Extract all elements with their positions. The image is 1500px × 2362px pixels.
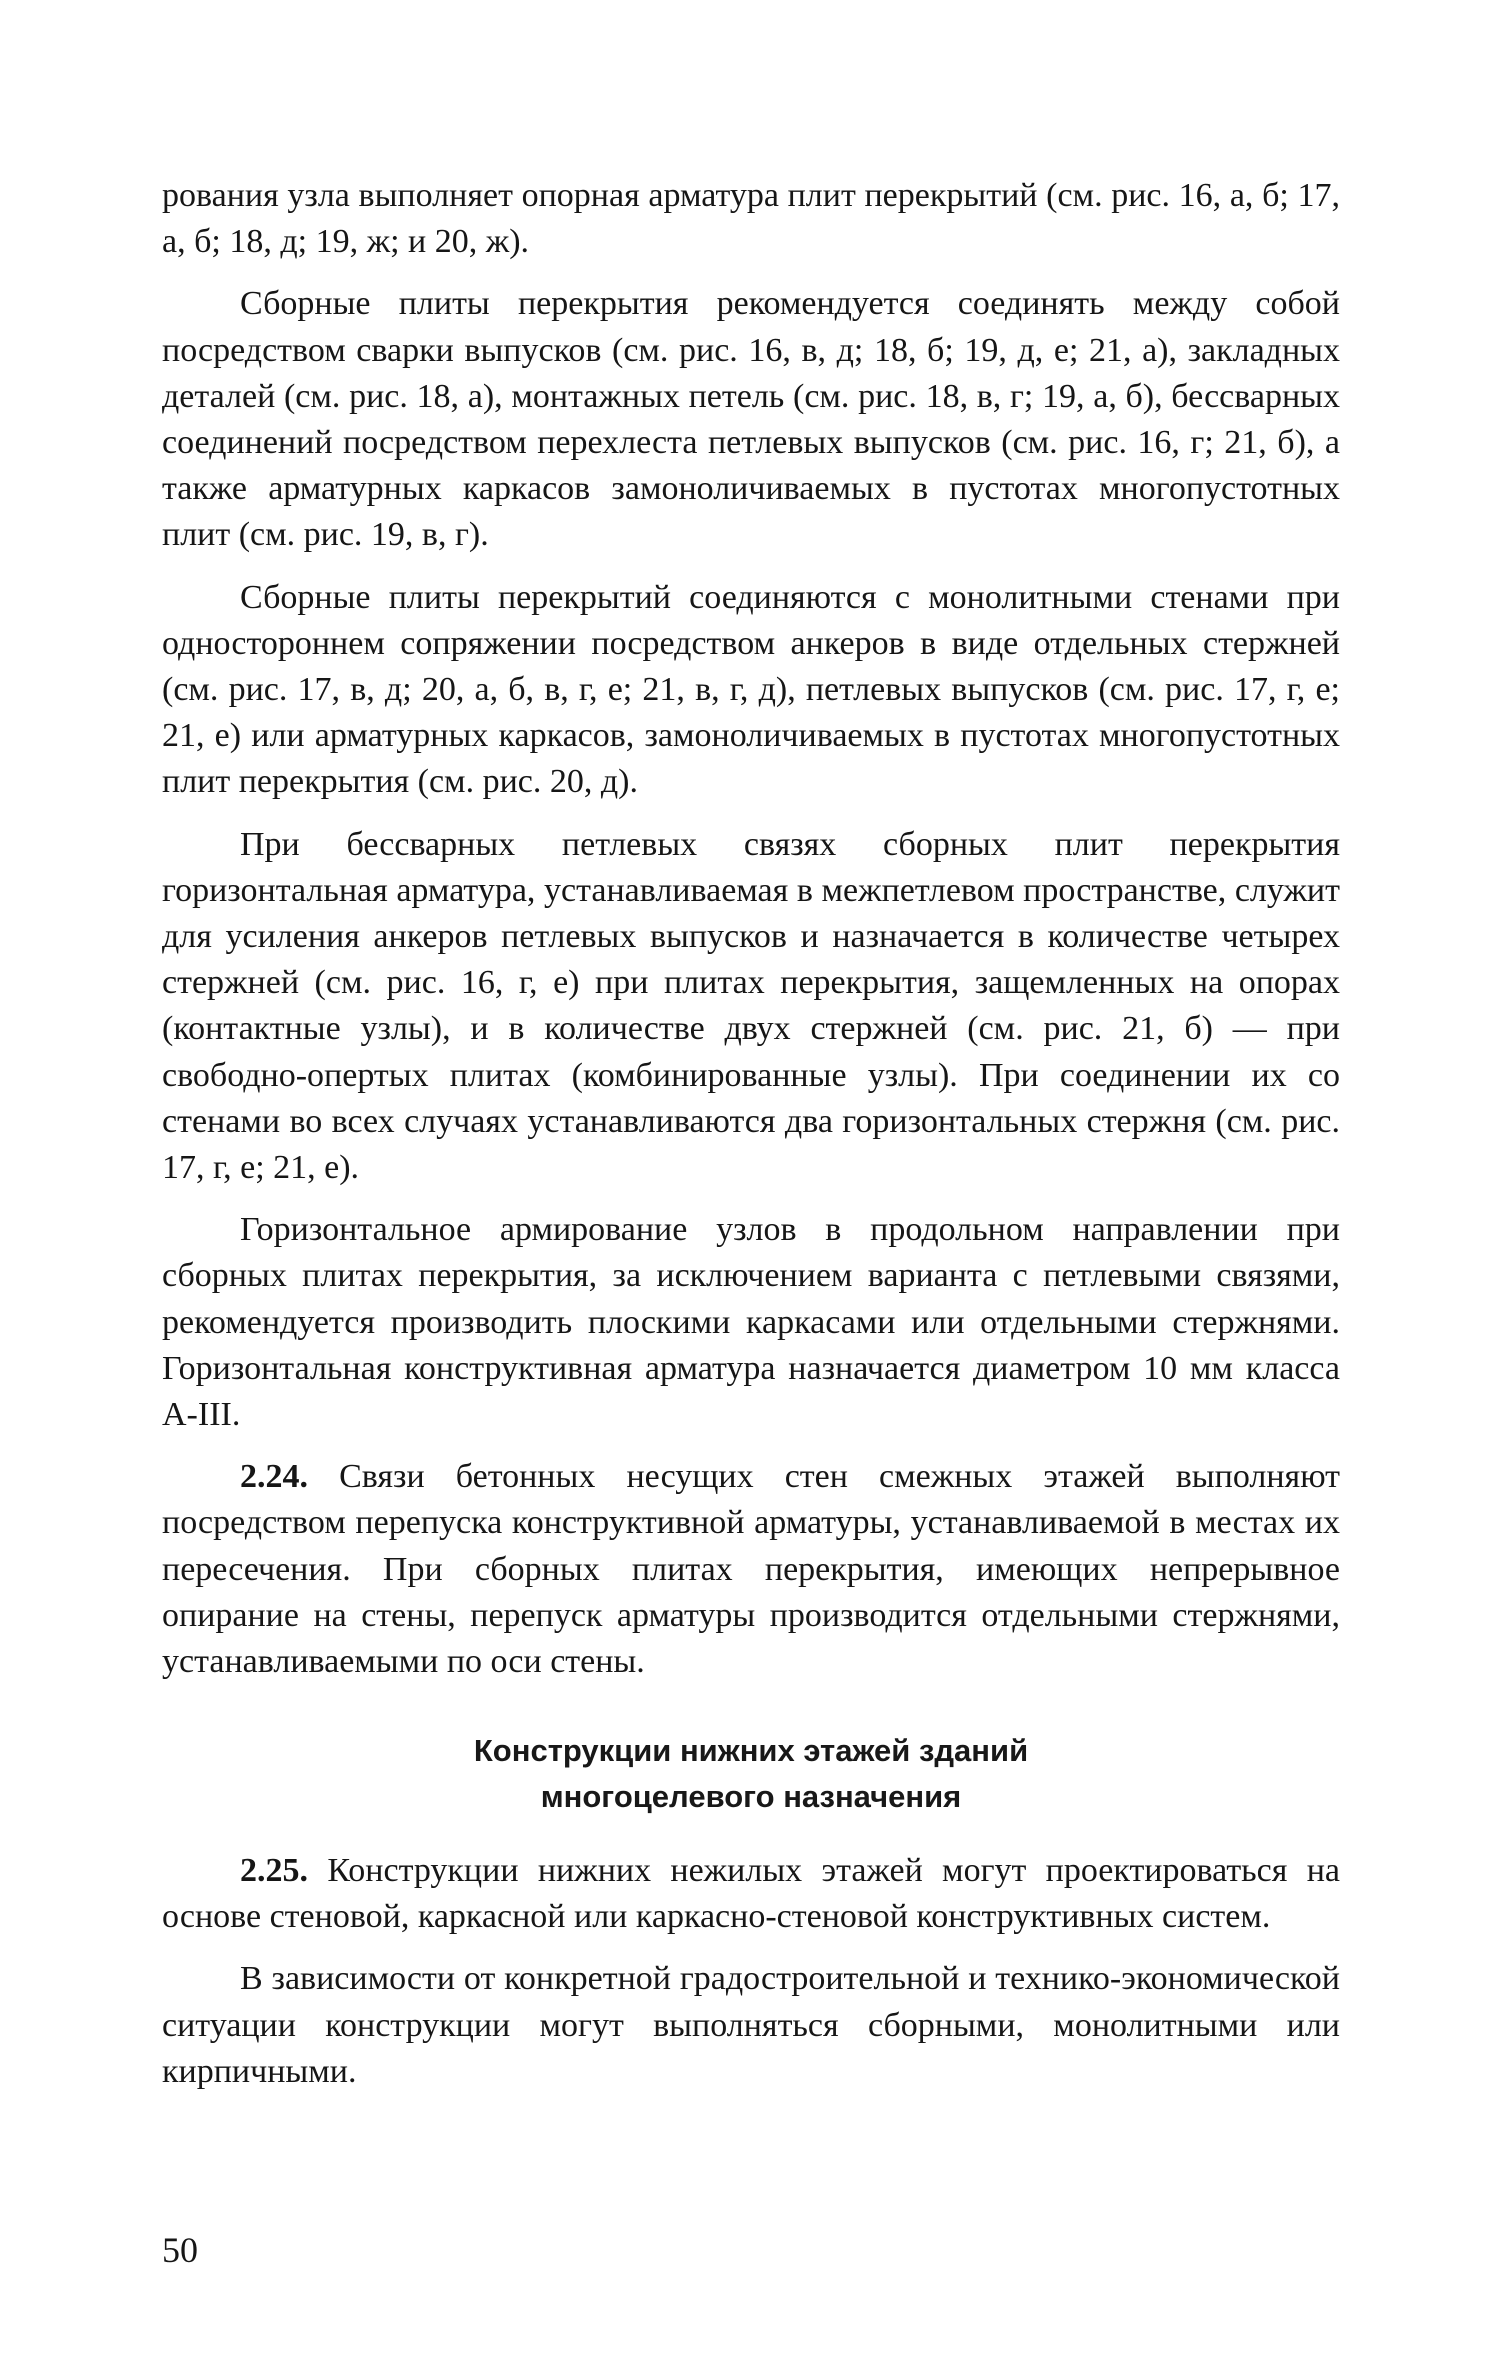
paragraph-loop-connections: При бессварных петлевых связях сборных плит перекрытия горизонтальная арматура, устанавливаемая в межпетлевом пространстве, служит для усиления анкеров петлевых выпусков и назначается в количестве четырех стержней (см. рис. 16, г, е) при плитах перекрытия, защемленных на опорах (контактные узлы), и в количестве двух стержней (см. рис. 21, б) — при свободно-опертых плитах (комбинированные узлы). При соединении их со стенами во всех случаях устанавливаются два горизонтальных стержня (см. рис. 17, г, е; 21, е).: [162, 825, 1340, 1187]
clause-2-24: [162, 1454, 1340, 1685]
paragraph-horizontal-reinforcement: Горизонтальное армирование узлов в продольном направлении при сборных плитах перекрытия, за исключением варианта с петлевыми связями, рекомендуется производить плоскими каркасами или отдельными стержнями. Горизонтальная конструктивная арматура назначается диаметром 10 мм класса А-III.: [162, 1211, 1340, 1434]
clause-2-25-number: 2.25.: [240, 1852, 308, 1889]
paragraph-monolithic-walls: Сборные плиты перекрытий соединяются с монолитными стенами при одностороннем сопряжении посредством анкеров в виде отдельных стержней (см. рис. 17, в, д; 20, а, б, в, г, е; 21, в, г, д), петлевых выпусков (см. рис. 17, г, е; 21, е) или арматурных каркасов, замоноличиваемых в пустотах многопустотных плит перекрытия (см. рис. 20, д).: [162, 578, 1340, 801]
section-heading-line-1: Конструкции нижних этажей зданий: [473, 1733, 1029, 1768]
page-number: 50: [162, 2230, 198, 2270]
section-text-block: [162, 1848, 1340, 2111]
main-text-block: [162, 173, 1340, 1701]
continued-paragraph: рования узла выполняет опорная арматура плит перекрытий (см. рис. 16, а, б; 17, а, б; 18, д; 19, ж; и 20, ж).: [162, 177, 1340, 261]
paragraph-joining-methods: Сборные плиты перекрытия рекомендуется соединять между собой посредством сварки выпусков (см. рис. 16, в, д; 18, б; 19, д, е; 21, а), закладных деталей (см. рис. 18, а), монтажных петель (см. рис. 18, в, г; 19, а, б), бессварных соединений посредством перехлеста петлевых выпусков (см. рис. 16, г; 21, б), а также арматурных каркасов замоноличиваемых в пустотах многопустотных плит (см. рис. 19, в, г).: [162, 285, 1340, 554]
paragraph-situation: В зависимости от конкретной градостроительной и технико-экономической ситуации конструкции могут выполняться сборными, монолитными или кирпичными.: [162, 1960, 1340, 2090]
clause-2-24-text: Связи бетонных несущих стен смежных этажей выполняют посредством перепуска конструктивной арматуры, устанавливаемой в местах их пересечения. При сборных плитах перекрытия, имеющих непрерывное опирание на стены, перепуск арматуры производится отдельными стержнями, устанавливаемыми по оси стены.: [162, 1458, 1341, 1681]
clause-2-24-number: 2.24.: [240, 1458, 308, 1496]
clause-2-25: [162, 1848, 1340, 1940]
section-heading: [162, 1728, 1340, 1820]
section-heading-line-2: многоцелевого назначения: [540, 1779, 962, 1814]
clause-2-25-text: Конструкции нижних нежилых этажей могут проектироваться на основе стеновой, каркасной или каркасно-стеновой конструктивных систем.: [162, 1852, 1341, 1936]
